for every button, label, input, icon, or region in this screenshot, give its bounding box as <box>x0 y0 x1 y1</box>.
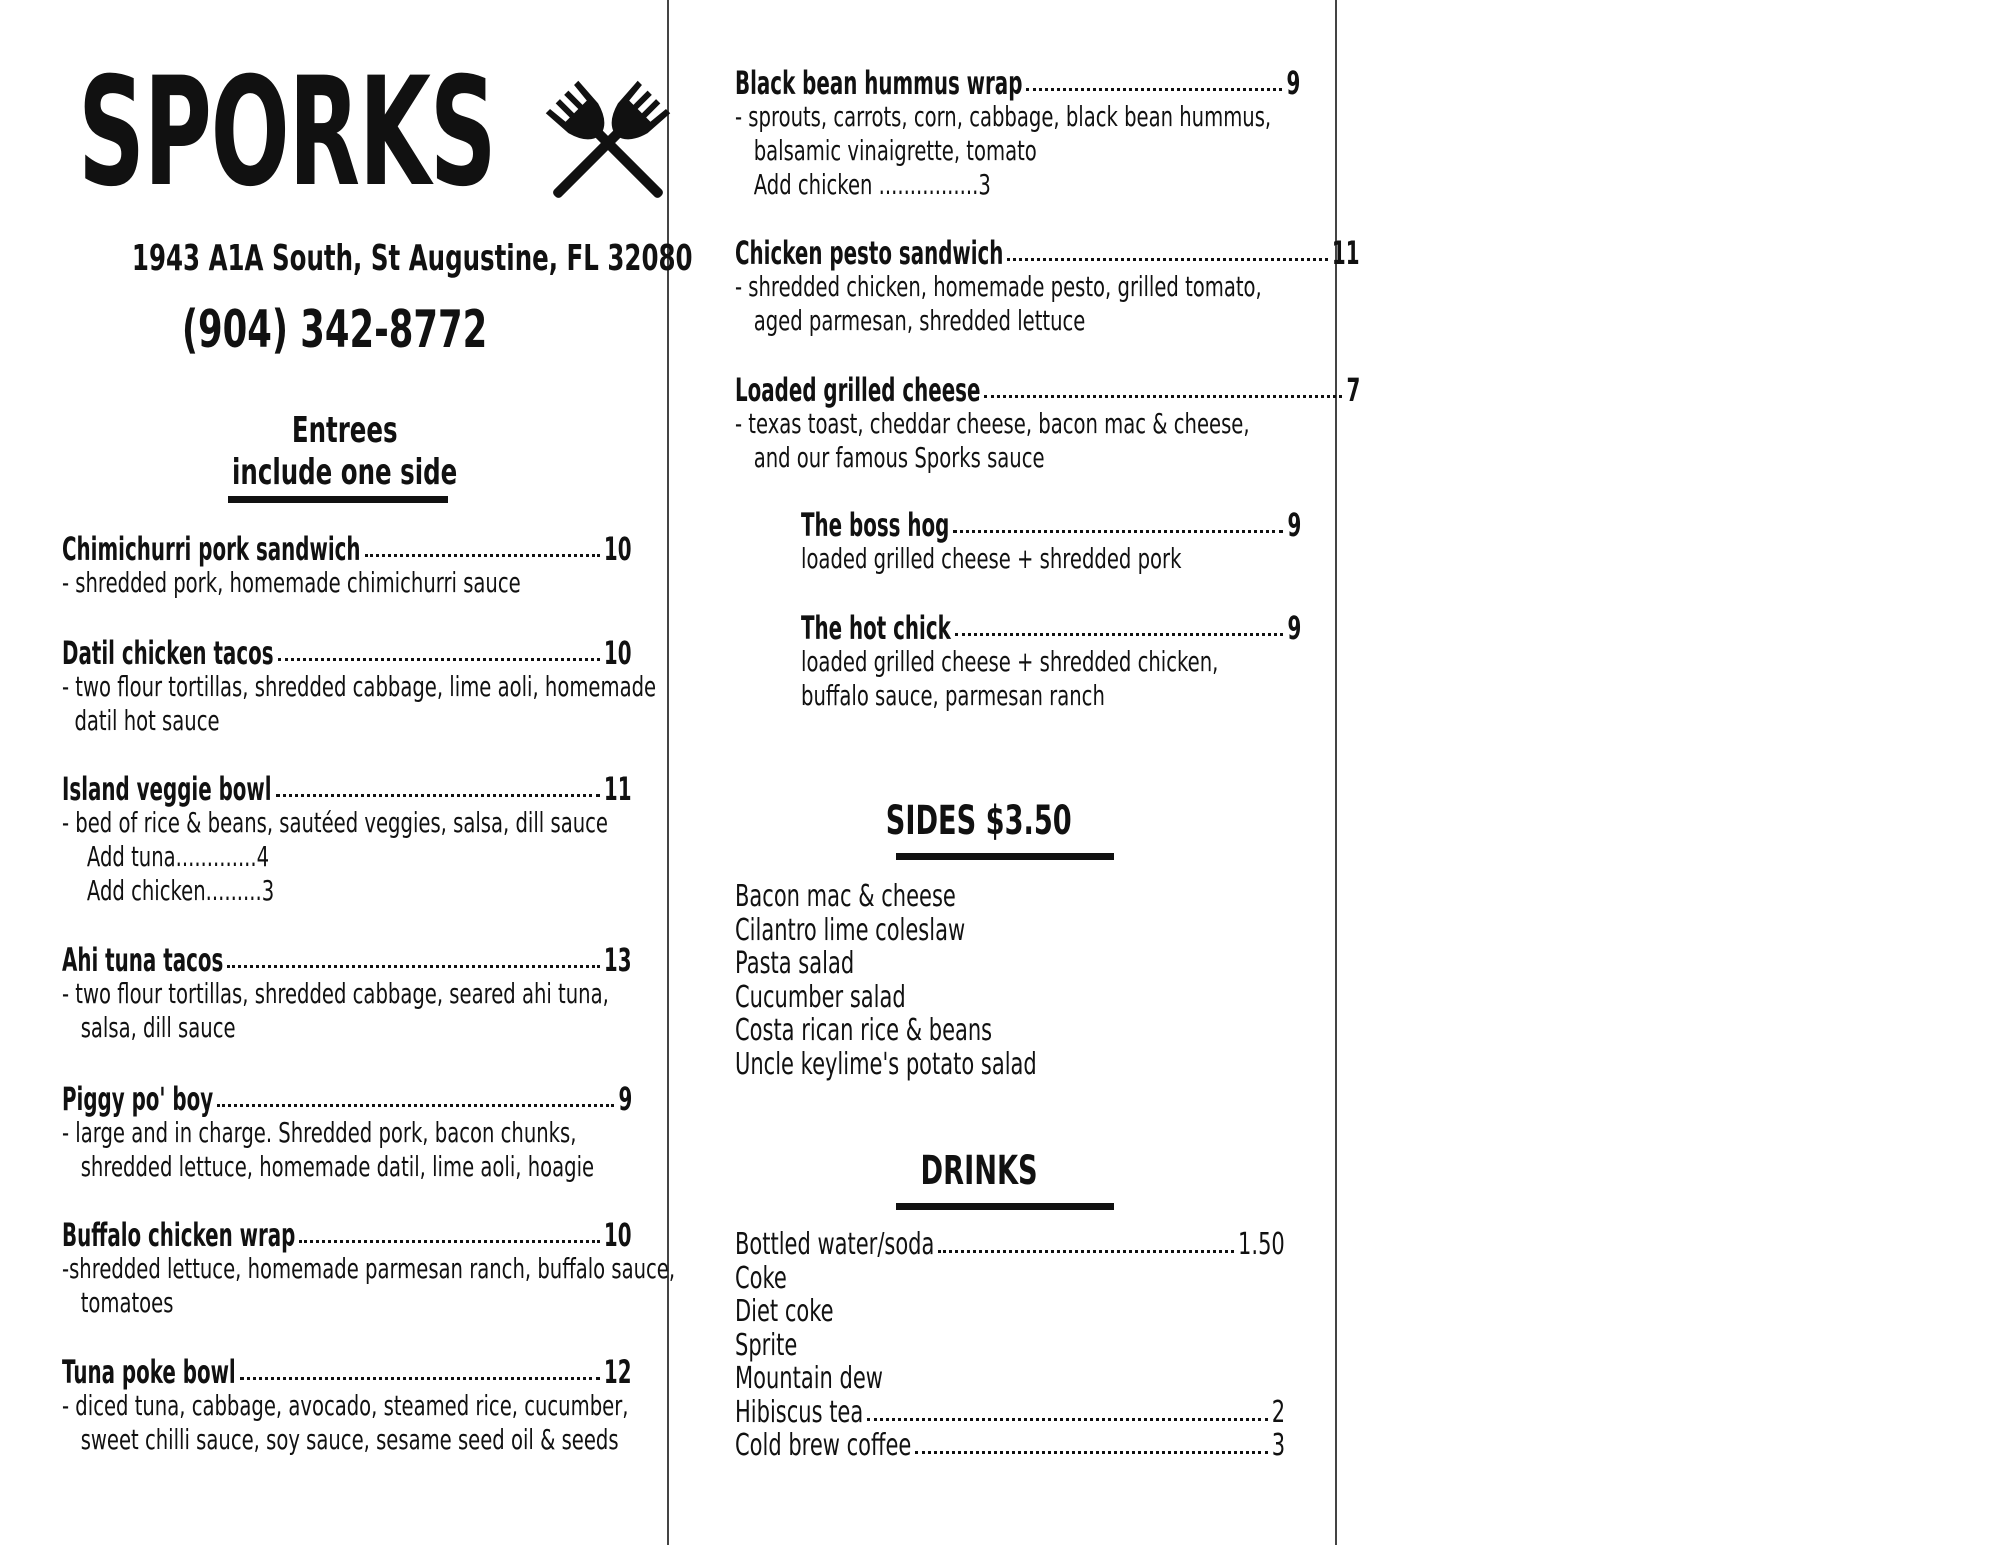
menu-item-description: salsa, dill sauce <box>62 1011 236 1044</box>
leader-dots <box>984 395 1342 398</box>
menu-item-title-row <box>62 1355 632 1389</box>
menu-item <box>801 611 1301 713</box>
menu-item-title-row <box>62 532 632 566</box>
menu-item-title-row <box>62 636 632 670</box>
menu-item <box>62 1216 676 1320</box>
menu-item-price: 12 <box>604 1353 632 1391</box>
menu-item-price: 11 <box>1332 234 1360 272</box>
leader-dots <box>915 1451 1267 1454</box>
menu-item <box>62 772 632 908</box>
leader-dots <box>240 1377 601 1380</box>
menu-item-description: loaded grilled cheese + shredded chicken, <box>801 645 1219 678</box>
drinks-list <box>735 1228 1285 1463</box>
menu-item-name: Island veggie bowl <box>62 770 272 808</box>
entrees-heading: Entrees include one side <box>232 410 458 493</box>
menu-item-description: aged parmesan, shredded lettuce <box>735 304 1086 337</box>
drink-item <box>735 1362 1285 1396</box>
menu-item-title-row <box>735 373 1360 407</box>
menu-item-name: Tuna poke bowl <box>62 1353 236 1391</box>
crossed-sporks-icon <box>533 68 683 218</box>
menu-item-title-row <box>62 943 632 977</box>
menu-item-description: and our famous Sporks sauce <box>735 441 1045 474</box>
menu-item-title-row <box>801 508 1301 542</box>
menu-item <box>62 1355 632 1457</box>
left-column <box>0 0 693 1545</box>
menu-item-description: - texas toast, cheddar cheese, bacon mac & cheese, <box>735 407 1250 440</box>
leader-dots <box>227 965 600 968</box>
menu-item-description: Add tuna.............4 <box>62 840 270 873</box>
drink-item <box>735 1396 1285 1430</box>
menu-item <box>62 1082 632 1184</box>
menu-item-name: Buffalo chicken wrap <box>62 1216 296 1254</box>
menu-item-name: Loaded grilled cheese <box>735 371 981 409</box>
drink-price: 3 <box>1271 1428 1285 1463</box>
drink-name: Bottled water/soda <box>735 1227 935 1262</box>
menu-item-price: 7 <box>1346 371 1360 409</box>
menu-item-name: The boss hog <box>801 506 950 544</box>
side-item: Cucumber salad <box>735 979 906 1015</box>
menu-item-description: - shredded chicken, homemade pesto, grilled tomato, <box>735 270 1262 303</box>
side-item: Cilantro lime coleslaw <box>735 912 966 948</box>
leader-dots <box>1026 88 1282 91</box>
leader-dots <box>217 1104 614 1107</box>
menu-item-price: 10 <box>604 530 632 568</box>
drink-name: Diet coke <box>735 1294 834 1329</box>
menu-item-description: loaded grilled cheese + shredded pork <box>801 542 1182 575</box>
menu-item-price: 9 <box>1287 609 1301 647</box>
menu-item-description: balsamic vinaigrette, tomato <box>735 134 1037 167</box>
menu-item-description: - bed of rice & beans, sautéed veggies, salsa, dill sauce <box>62 806 608 839</box>
leader-dots <box>276 794 601 797</box>
drink-name: Hibiscus tea <box>735 1394 864 1430</box>
menu-item-name: The hot chick <box>801 609 951 647</box>
menu-item-description: -shredded lettuce, homemade parmesan ranch, buffalo sauce, <box>62 1252 676 1285</box>
restaurant-name: SPORKS <box>78 46 496 220</box>
menu-item-price: 9 <box>1286 64 1300 102</box>
brand-header <box>78 46 751 220</box>
menu-item-description: Add chicken ................3 <box>735 168 991 201</box>
menu-item <box>62 634 657 738</box>
side-item: Pasta salad <box>735 946 855 981</box>
menu-item-description: - large and in charge. Shredded pork, bacon chunks, <box>62 1116 577 1149</box>
menu-item-name: Chimichurri pork sandwich <box>62 530 361 568</box>
menu-item-name: Chicken pesto sandwich <box>735 234 1004 272</box>
menu-item <box>801 508 1301 576</box>
side-item: Bacon mac & cheese <box>735 879 956 914</box>
menu-item-description: - diced tuna, cabbage, avocado, steamed rice, cucumber, <box>62 1389 629 1422</box>
menu-item-title-row <box>62 1218 632 1252</box>
menu-item <box>735 236 1360 338</box>
menu-item <box>62 943 632 1045</box>
menu-item-price: 10 <box>604 1216 632 1254</box>
drink-item <box>735 1429 1285 1463</box>
restaurant-address: 1943 A1A South, St Augustine, FL 32080 <box>131 238 693 279</box>
leader-dots <box>938 1250 1234 1253</box>
menu-item-description: shredded lettuce, homemade datil, lime aoli, hoagie <box>62 1150 595 1183</box>
menu-item-name: Piggy po' boy <box>62 1080 214 1118</box>
menu-item-description: tomatoes <box>62 1286 174 1319</box>
drink-item <box>735 1262 1285 1296</box>
right-column <box>1337 0 2000 1545</box>
menu-item-price: 9 <box>1287 506 1301 544</box>
drink-item <box>735 1329 1285 1363</box>
drink-name: Mountain dew <box>735 1361 883 1396</box>
drink-item <box>735 1295 1285 1329</box>
menu-item-title-row <box>735 66 1300 100</box>
drink-name: Coke <box>735 1260 787 1296</box>
menu-item-price: 13 <box>604 941 632 979</box>
drink-price: 1.50 <box>1238 1227 1285 1262</box>
menu-item-description: Add chicken.........3 <box>62 874 275 907</box>
menu-item-price: 11 <box>604 770 632 808</box>
leader-dots <box>953 530 1283 533</box>
menu-item-title-row <box>62 1082 632 1116</box>
menu-item-description: - sprouts, carrots, corn, cabbage, black bean hummus, <box>735 100 1272 133</box>
sides-underline <box>896 853 1114 860</box>
menu-item <box>735 373 1360 475</box>
menu-item-description: - two flour tortillas, shredded cabbage, lime aoli, homemade <box>62 670 657 703</box>
menu-item-description: - shredded pork, homemade chimichurri sauce <box>62 566 521 599</box>
menu-item-title-row <box>62 772 632 806</box>
leader-dots <box>955 633 1283 636</box>
menu-item-description: - two flour tortillas, shredded cabbage, seared ahi tuna, <box>62 977 609 1010</box>
side-item: Uncle keylime's potato salad <box>735 1046 1037 1082</box>
leader-dots <box>278 658 601 661</box>
menu-item-description: sweet chilli sauce, soy sauce, sesame seed oil & seeds <box>62 1423 619 1456</box>
leader-dots <box>299 1240 600 1243</box>
drink-item <box>735 1228 1285 1262</box>
menu-item-name: Black bean hummus wrap <box>735 64 1023 102</box>
menu-item-name: Ahi tuna tacos <box>62 941 224 979</box>
menu-item-description: buffalo sauce, parmesan ranch <box>801 679 1105 712</box>
leader-dots <box>867 1418 1267 1421</box>
side-item: Costa rican rice & beans <box>735 1013 993 1048</box>
menu-item-price: 9 <box>618 1080 632 1118</box>
entrees-underline <box>228 496 448 503</box>
sides-list <box>735 880 1166 1081</box>
restaurant-phone: (904) 342-8772 <box>182 300 488 360</box>
drink-name: Cold brew coffee <box>735 1428 912 1463</box>
menu-item-description: datil hot sauce <box>62 704 220 737</box>
menu-item <box>735 66 1300 202</box>
drink-price: 2 <box>1271 1394 1285 1430</box>
menu-item-name: Datil chicken tacos <box>62 634 274 672</box>
leader-dots <box>1007 258 1328 261</box>
menu-item-price: 10 <box>604 634 632 672</box>
drinks-heading: DRINKS <box>920 1148 1038 1194</box>
drink-name: Sprite <box>735 1327 798 1363</box>
menu-item-title-row <box>735 236 1360 270</box>
menu-item-title-row <box>801 611 1301 645</box>
leader-dots <box>365 554 601 557</box>
menu-item <box>62 532 632 600</box>
middle-column <box>669 0 1360 1545</box>
drinks-underline <box>896 1203 1114 1210</box>
sides-heading: SIDES $3.50 <box>886 798 1072 844</box>
